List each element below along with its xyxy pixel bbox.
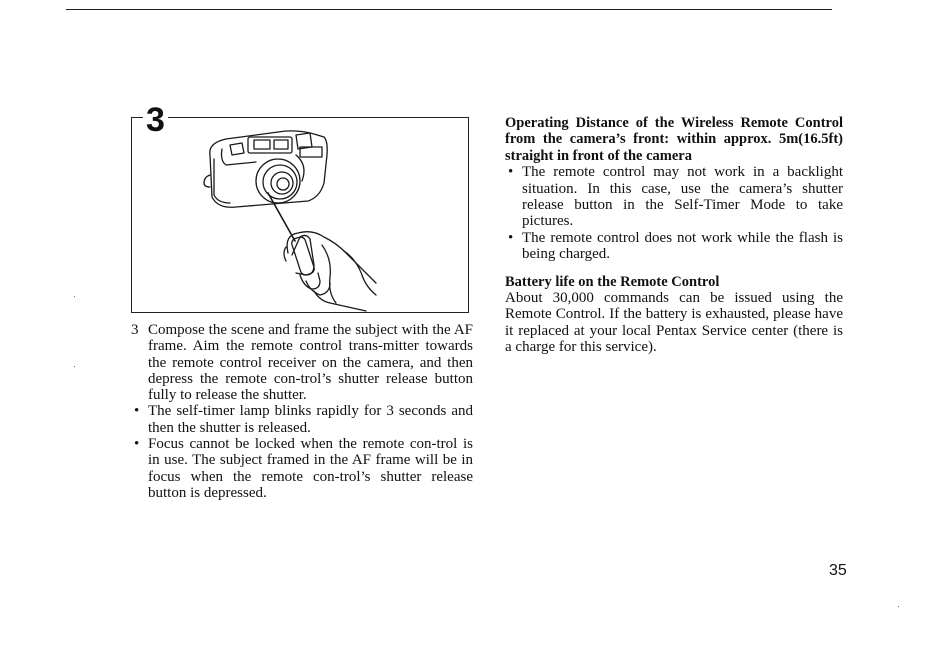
operating-distance-heading: Operating Distance of the Wireless Remote Control from the camera’s front: within approx. 5m(16.5ft) straight in front of the camera — [505, 115, 843, 164]
list-item-text: Focus cannot be locked when the remote con-trol is in use. The subject framed in the AF frame will be in focus when the remote con-trol’s shutter release button is depressed. — [148, 436, 473, 501]
list-item-text: The remote control may not work in a backlight situation. In this case, use the camera’s shutter release button in the Self-Timer Mode to take pictures. — [522, 164, 843, 230]
scan-speck — [74, 366, 75, 367]
battery-life-heading: Battery life on the Remote Control — [505, 273, 720, 290]
right-bullet-list — [505, 164, 843, 262]
camera-remote-illustration — [196, 125, 391, 312]
right-column — [505, 115, 843, 356]
left-bullet-list — [131, 403, 473, 501]
top-rule — [66, 9, 832, 10]
page-number: 35 — [829, 562, 847, 579]
scan-speck — [898, 606, 899, 607]
step-item-number: 3 — [131, 322, 139, 338]
battery-life-text: About 30,000 commands can be issued using the Remote Control. If the battery is exhausted, please have it replaced at your local Pentax Service center (there is a charge for this service). — [505, 290, 843, 356]
step-item-text: Compose the scene and frame the subject with the AF frame. Aim the remote control trans-mitter towards the remote control receiver on the camera, and then depress the remote con-trol’s shutter release button fully to release the shutter. — [148, 322, 473, 404]
figure-step-number: 3 — [143, 100, 168, 140]
list-item — [131, 403, 473, 436]
left-column — [131, 322, 473, 501]
list-item — [131, 436, 473, 501]
bullet-icon: • — [508, 164, 514, 181]
list-item-text: The self-timer lamp blinks rapidly for 3 seconds and then the shutter is released. — [148, 403, 473, 436]
bullet-icon: • — [134, 436, 140, 453]
scan-speck — [74, 296, 75, 297]
list-item — [505, 164, 843, 230]
step-item — [131, 322, 473, 403]
bullet-icon: • — [508, 229, 514, 246]
bullet-icon: • — [134, 403, 140, 420]
list-item — [505, 230, 843, 263]
list-item-text: The remote control does not work while the flash is being charged. — [522, 229, 843, 263]
